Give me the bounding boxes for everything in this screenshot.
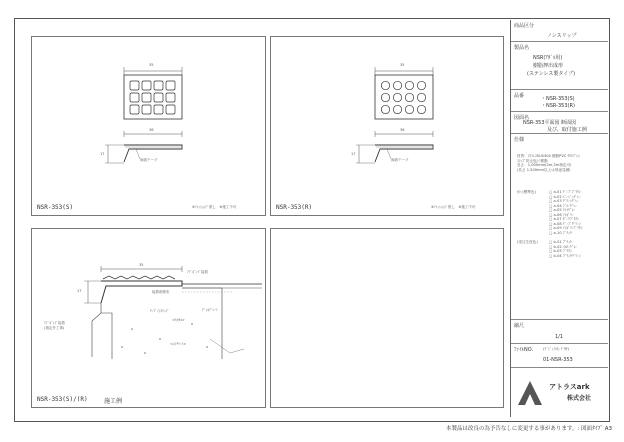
panel-caption: NSR-353(S)/(R) — [37, 396, 88, 403]
name-line-3: (ステンレス製タイプ) — [527, 71, 576, 77]
drawing-line-1: NSR-353平面図 断面図 — [523, 120, 577, 126]
stud-circle — [405, 105, 413, 113]
row-logo — [511, 368, 608, 417]
code-label: 品番 — [514, 93, 525, 99]
color-item: □ a-01 ﾃﾞｰﾌﾟﾌﾞﾗｳﾝ — [549, 190, 581, 194]
row-drawing-name — [511, 112, 608, 134]
stud-circle — [417, 93, 425, 101]
tape-label: 両面テープ — [140, 158, 158, 162]
name-line-2: 樹脂押出成形 — [533, 63, 564, 69]
spec-line: 長さ：1,000mm(2m,3m指定可) — [517, 163, 572, 167]
panel-note: ※ﾌｧｯｼｮﾝｼﾞ塗し ※施工不可 — [431, 205, 476, 209]
stud-square — [130, 93, 139, 102]
dim-width: 35 — [149, 63, 154, 67]
scale-value: 1/1 — [555, 334, 564, 340]
panel-nsr-353-s — [31, 36, 266, 216]
name-label: 製品名 — [514, 45, 530, 51]
panel-installation-example — [31, 228, 266, 408]
logo-name: アトラスark — [549, 383, 590, 391]
dim-height: 17 — [100, 152, 105, 156]
label-adhesive-bond: ｱﾄﾞﾎﾞﾝﾄﾞ接着 — [187, 270, 208, 274]
note-external-work-a: ｱﾄﾞﾎﾞﾝﾄﾞ接着 (指定外工事) — [44, 321, 65, 330]
name-line-1: NSR(ｱﾀﾞﾙ用) — [533, 55, 563, 61]
row-scale — [511, 320, 608, 344]
file-label: ﾌｧｲﾙNO. — [514, 347, 534, 353]
dim-height: 17 — [351, 152, 356, 156]
title-block — [510, 20, 607, 417]
stud-square — [166, 81, 175, 90]
row-product-code — [511, 90, 608, 112]
color-item: □ b-04 ﾌﾞﾗｯｸｸﾞﾘｰﾝ — [549, 253, 581, 258]
stud-circle — [393, 105, 401, 113]
stud-square — [154, 105, 163, 114]
stud-square — [142, 93, 151, 102]
dim-side: 17 — [77, 289, 82, 293]
label-mortar: <ﾓﾙﾀﾙ> — [172, 318, 185, 322]
row-file-no — [511, 344, 608, 368]
stud-circle — [381, 93, 389, 101]
stud-circle — [393, 93, 401, 101]
color-item: □ a-10 ﾌﾞﾗｯｸ — [549, 230, 572, 235]
spec-line: (長さ 1,500mm以上は別途見積) — [517, 167, 571, 172]
stud-square — [166, 93, 175, 102]
footer-note: 本製品は改良の為予告なしに変更する事があります。: 図面ﾀｲﾌﾟ A3 — [445, 426, 612, 432]
drawing-label: 図面名 — [514, 115, 530, 121]
category-value: ノンスリップ — [547, 33, 577, 39]
category-label: 商品区分 — [514, 23, 535, 29]
panel-empty — [270, 228, 504, 408]
row-specification — [511, 134, 608, 320]
label-adhesive-coat: 接着剤塗布 — [152, 290, 170, 294]
file-value: 01-NSR-353 — [543, 357, 573, 363]
label-concrete: <ｺﾝｸﾘｰﾄ> — [170, 342, 187, 346]
drawing-installation — [32, 229, 267, 409]
color-item: □ b-03 ﾌﾞﾗｳﾝ — [549, 249, 572, 253]
stud-square — [130, 105, 139, 114]
stud-square — [166, 105, 175, 114]
dim-top: 35 — [139, 263, 144, 267]
file-sub: (ﾃﾞｼﾞｭｱﾙﾓｰﾄﾞ時) — [543, 347, 570, 351]
stud-circle — [405, 93, 413, 101]
color-item: □ a-03 ｸﾞﾘｰﾝｸﾞﾚｰ — [549, 199, 579, 203]
panel-nsr-353-r — [270, 36, 504, 216]
spec-label: 仕様 — [514, 137, 525, 143]
stud-square — [142, 105, 151, 114]
dim-width: 35 — [400, 63, 405, 67]
drawing-r — [271, 37, 505, 217]
code-line-1: ・NSR-353(S) — [541, 96, 575, 102]
panel-caption: NSR-353(R) — [276, 204, 313, 211]
row-category — [511, 20, 608, 42]
company-logo-icon — [515, 378, 545, 408]
tape-label: 両面テープ — [391, 158, 409, 162]
color-item: □ a-09 ｱｲﾎﾞﾘｰﾌﾞﾗｳﾝ — [549, 226, 583, 230]
color-item: □ a-08 ﾃﾞｰﾌﾟｸﾞﾘｰﾝ — [549, 221, 581, 226]
dim-width-section: 36 — [149, 128, 154, 132]
stud-circle — [417, 105, 425, 113]
stud-square — [154, 81, 163, 90]
stud-square — [142, 81, 151, 90]
label-tape-nonslip: ﾃｰﾌﾟﾉﾝｽﾘｯﾌﾟ — [150, 309, 170, 313]
spec-line: 材質：ｽﾃﾝﾚｽSUS304 樹脂PVC ｸﾛﾛﾌﾟﾚﾝ — [517, 154, 581, 158]
color-item: □ a-05 ﾗｲﾄｸﾞﾚｰ — [549, 208, 576, 212]
stud-square — [154, 93, 163, 102]
color-group-label: ｶﾗｰ(標準色) — [517, 190, 536, 194]
color-item: □ a-07 ﾀﾞｰｸﾌﾞﾗｳﾝ — [549, 217, 579, 221]
stud-circle — [405, 81, 413, 89]
stud-circle — [393, 81, 401, 89]
logo-company: 株式会社 — [567, 395, 592, 402]
color-item: □ a-02 ﾍﾞｰｼﾞｭｸﾞﾚｰ — [549, 194, 581, 199]
scale-label: 縮尺 — [514, 323, 525, 329]
panel-caption-sub: 施工例 — [104, 398, 123, 405]
color-group-label: (受注生産色) — [517, 240, 538, 244]
stud-circle — [381, 81, 389, 89]
stud-square — [130, 81, 139, 90]
stud-circle — [417, 81, 425, 89]
panel-caption: NSR-353(S) — [37, 204, 74, 211]
stud-circle — [381, 105, 389, 113]
row-product-name — [511, 42, 608, 90]
drawing-line-2: 及び、取付施工例 — [547, 127, 587, 133]
label-deck-plate: ﾃﾞｯｷﾌﾟﾚｰﾄ — [202, 308, 218, 312]
color-item: □ b-01 ﾌﾞﾗｯｸ — [549, 240, 572, 244]
dim-width-section: 36 — [400, 128, 405, 132]
panel-note: ※ﾌｧｯｼｮﾝｼﾞ塗し ※施工不可 — [192, 205, 237, 209]
color-item: □ a-04 ﾌﾞﾙｰｸﾞﾚｰ — [549, 203, 578, 208]
code-line-2: ・NSR-353(R) — [541, 103, 575, 109]
spec-line: ｽﾘｯﾌﾟ防止塩ビ樹脂 — [517, 158, 548, 163]
color-item: □ a-06 ｱｲﾎﾞﾘｰ — [549, 212, 574, 217]
color-item: □ b-02 ｲｴﾛｰｸﾞﾚｰ — [549, 244, 578, 249]
